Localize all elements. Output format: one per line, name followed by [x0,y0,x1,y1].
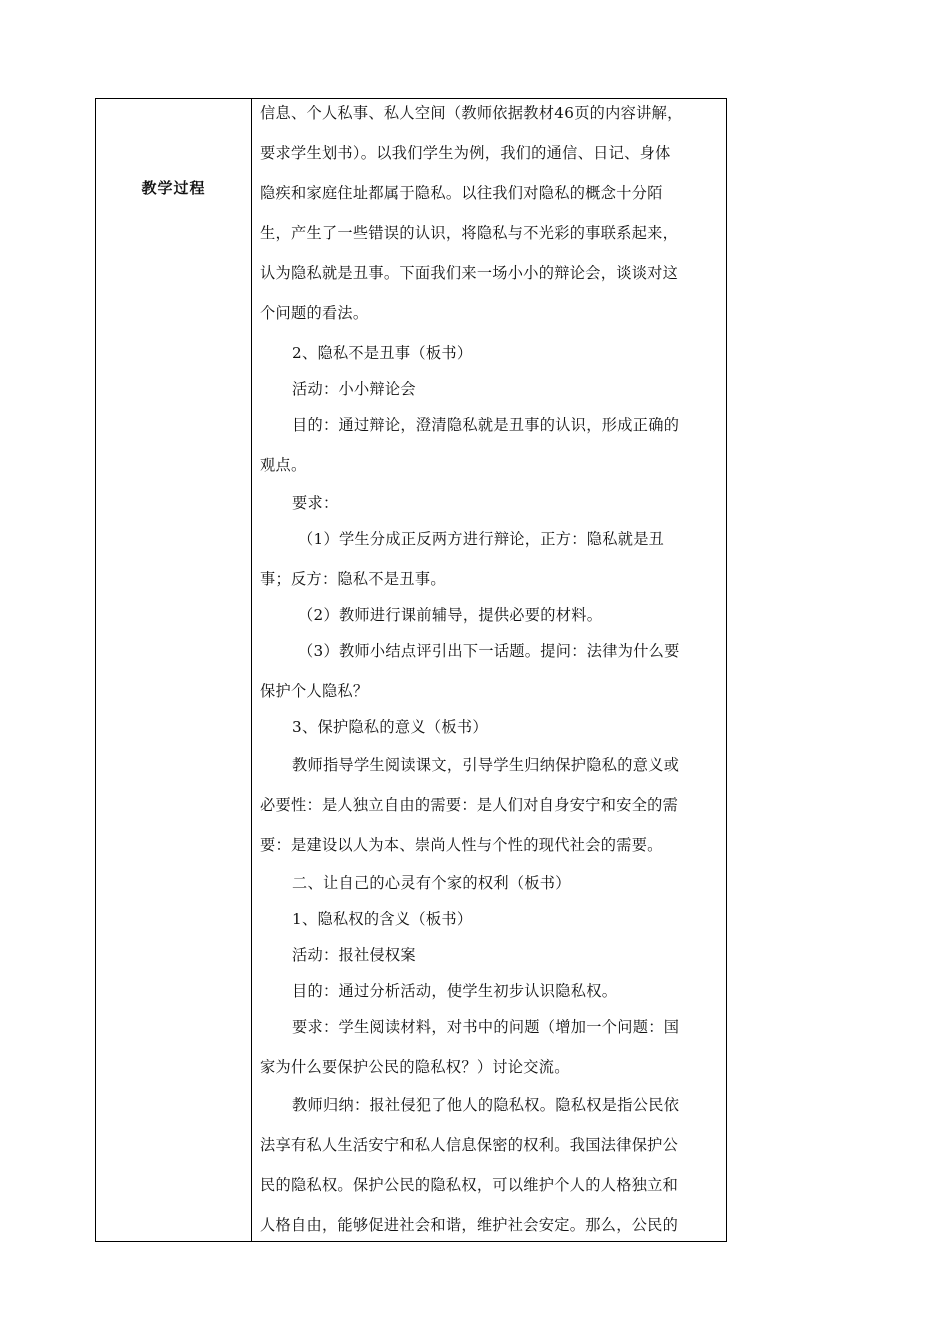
text-line: 家为什么要保护公民的隐私权？）讨论交流。 [260,1058,570,1076]
text-line: 教师指导学生阅读课文，引导学生归纳保护隐私的意义或 [292,756,680,774]
text-line: 信息、个人私事、私人空间（教师依据教材46页的内容讲解， [260,104,683,122]
text-line: （2）教师进行课前辅导，提供必要的材料。 [298,606,603,624]
text-line: 认为隐私就是丑事。下面我们来一场小小的辩论会，谈谈对这 [260,264,679,282]
text-line: 必要性：是人独立自由的需要：是人们对自身安宁和安全的需 [260,796,679,814]
text-line: （1）学生分成正反两方进行辩论，正方：隐私就是丑 [298,530,665,548]
text-line: 法享有私人生活安宁和私人信息保密的权利。我国法律保护公 [260,1136,679,1154]
text-line: 要：是建设以人为本、崇尚人性与个性的现代社会的需要。 [260,836,663,854]
text-line: 活动：小小辩论会 [292,380,416,398]
text-line: 要求学生划书）。以我们学生为例，我们的通信、日记、身体 [260,144,671,162]
text-line: 隐疾和家庭住址都属于隐私。以往我们对隐私的概念十分陌 [260,184,663,202]
text-line: 目的：通过分析活动，使学生初步认识隐私权。 [292,982,618,1000]
text-line: 个问题的看法。 [260,304,369,322]
text-line: 观点。 [260,456,307,474]
text-line: 民的隐私权。保护公民的隐私权，可以维护个人的人格独立和 [260,1176,679,1194]
column-divider [251,99,252,1241]
text-line: 二、让自己的心灵有个家的权利（板书） [292,874,571,892]
text-line: 1、隐私权的含义（板书） [292,910,473,928]
lesson-table [95,98,727,1242]
text-line: 教师归纳：报社侵犯了他人的隐私权。隐私权是指公民依 [292,1096,680,1114]
text-line: 2、隐私不是丑事（板书） [292,344,473,362]
text-line: 要求：学生阅读材料，对书中的问题（增加一个问题：国 [292,1018,680,1036]
text-line: 目的：通过辩论，澄清隐私就是丑事的认识，形成正确的 [292,416,680,434]
text-line: 人格自由，能够促进社会和谐，维护社会安定。那么，公民的 [260,1216,679,1234]
text-line: 活动：报社侵权案 [292,946,416,964]
text-line: 要求： [292,494,339,512]
text-line: 3、保护隐私的意义（板书） [292,718,488,736]
text-line: （3）教师小结点评引出下一话题。提问：法律为什么要 [298,642,680,660]
row-label: 教学过程 [141,179,206,197]
text-line: 保护个人隐私？ [260,682,369,700]
text-line: 生，产生了一些错误的认识，将隐私与不光彩的事联系起来， [260,224,679,242]
text-line: 事；反方：隐私不是丑事。 [260,570,446,588]
